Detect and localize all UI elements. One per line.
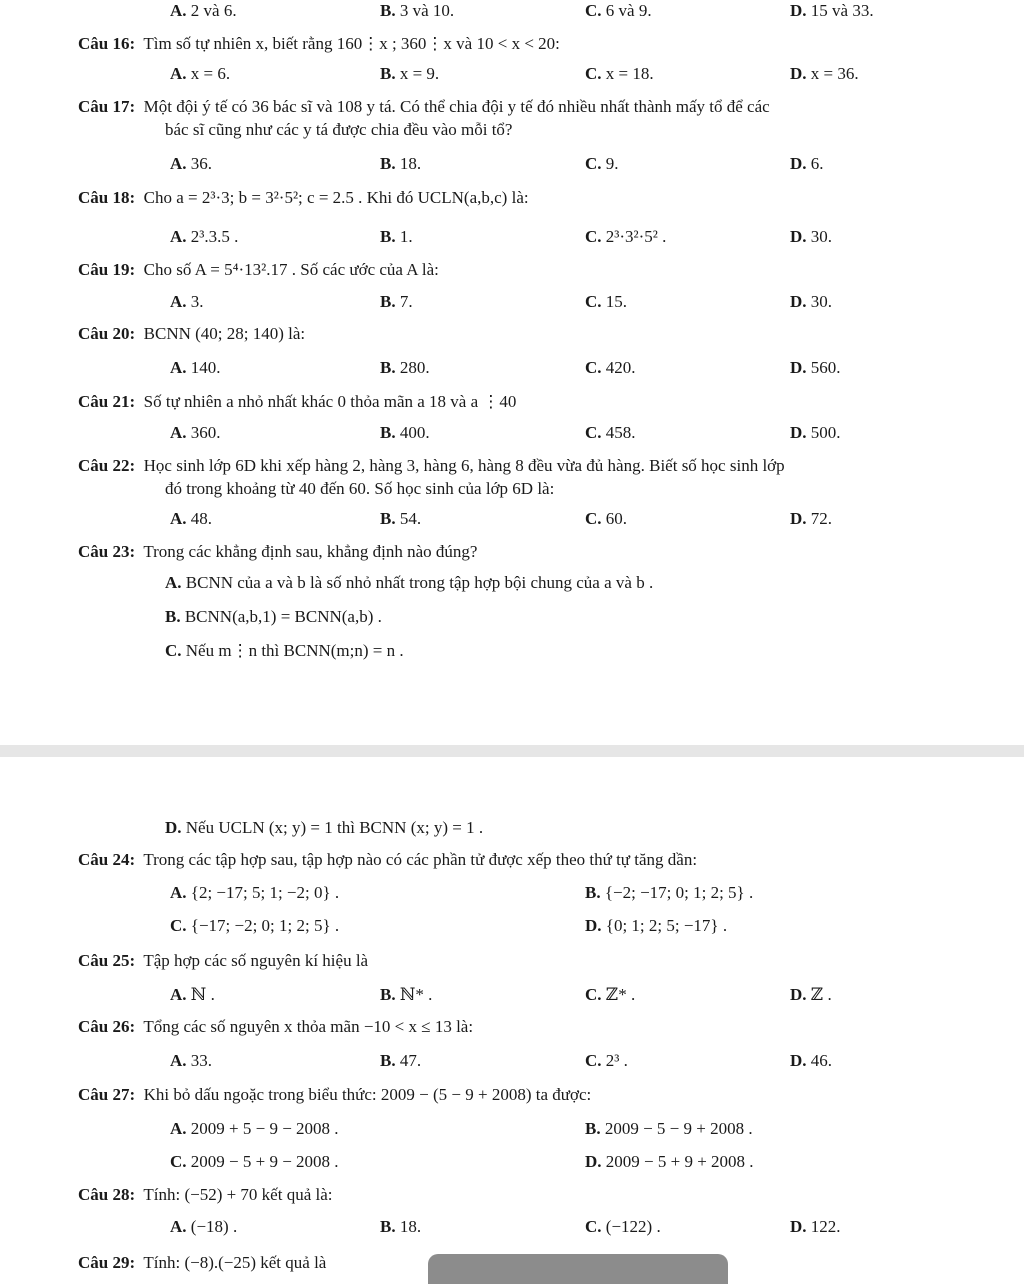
page-separator bbox=[0, 745, 1024, 757]
q16-option-c: C. x = 18. bbox=[585, 64, 654, 83]
q24-option-c: C. {−17; −2; 0; 1; 2; 5} . bbox=[170, 916, 340, 935]
q17-question: Câu 17: Một đội ý tế có 36 bác sĩ và 108 y tá. Có thể chia đội y tế đó nhiều nhất thành mấy tổ để các bbox=[78, 97, 770, 116]
q22-option-a: A. 48. bbox=[170, 509, 213, 528]
q19-question: Câu 19: Cho số A = 5⁴·13².17 . Số các ước của A là: bbox=[78, 260, 439, 279]
q25-option-c: C. ℤ* . bbox=[585, 985, 636, 1004]
q19-option-d: D. 30. bbox=[790, 292, 833, 311]
q25-question: Câu 25: Tập hợp các số nguyên kí hiệu là bbox=[78, 951, 369, 970]
q15-option-b: B. 3 và 10. bbox=[380, 1, 455, 20]
q19-option-c: C. 15. bbox=[585, 292, 628, 311]
q29-question: Câu 29: Tính: (−8).(−25) kết quả là bbox=[78, 1253, 327, 1272]
q26-option-d: D. 46. bbox=[790, 1051, 833, 1070]
page-bottom bbox=[0, 757, 1024, 1280]
q18-option-a: A. 2³.3.5 . bbox=[170, 227, 239, 246]
q16-option-d: D. x = 36. bbox=[790, 64, 859, 83]
q18-option-b: B. 1. bbox=[380, 227, 413, 246]
q21-question: Câu 21: Số tự nhiên a nhỏ nhất khác 0 thỏa mãn a 18 và a ⋮40 bbox=[78, 392, 517, 411]
q17-option-a: A. 36. bbox=[170, 154, 213, 173]
q28-option-a: A. (−18) . bbox=[170, 1217, 238, 1236]
q16-option-b: B. x = 9. bbox=[380, 64, 440, 83]
q19-option-b: B. 7. bbox=[380, 292, 413, 311]
q23-option-b: B. BCNN(a,b,1) = BCNN(a,b) . bbox=[165, 607, 382, 626]
q16-option-a: A. x = 6. bbox=[170, 64, 231, 83]
q25-option-a: A. ℕ . bbox=[170, 985, 215, 1004]
q20-option-a: A. 140. bbox=[170, 358, 221, 377]
q25-option-d: D. ℤ . bbox=[790, 985, 832, 1004]
q18-option-d: D. 30. bbox=[790, 227, 833, 246]
q26-option-b: B. 47. bbox=[380, 1051, 422, 1070]
q24-option-a: A. {2; −17; 5; 1; −2; 0} . bbox=[170, 883, 340, 902]
q19-option-a: A. 3. bbox=[170, 292, 204, 311]
q27-option-a: A. 2009 + 5 − 9 − 2008 . bbox=[170, 1119, 339, 1138]
q17-option-c: C. 9. bbox=[585, 154, 619, 173]
q21-option-c: C. 458. bbox=[585, 423, 636, 442]
q20-question: Câu 20: BCNN (40; 28; 140) là: bbox=[78, 324, 306, 343]
q26-option-c: C. 2³ . bbox=[585, 1051, 628, 1070]
q28-option-c: C. (−122) . bbox=[585, 1217, 661, 1236]
q23-option-c: C. Nếu m⋮n thì BCNN(m;n) = n . bbox=[165, 641, 404, 660]
q28-question: Câu 28: Tính: (−52) + 70 kết quả là: bbox=[78, 1185, 333, 1204]
q27-option-c: C. 2009 − 5 + 9 − 2008 . bbox=[170, 1152, 339, 1171]
q27-option-d: D. 2009 − 5 + 9 + 2008 . bbox=[585, 1152, 754, 1171]
q21-option-b: B. 400. bbox=[380, 423, 430, 442]
q27-option-b: B. 2009 − 5 − 9 + 2008 . bbox=[585, 1119, 753, 1138]
q24-option-d: D. {0; 1; 2; 5; −17} . bbox=[585, 916, 728, 935]
q17-question-cont: bác sĩ cũng như các y tá được chia đều vào mỗi tổ? bbox=[165, 120, 513, 139]
q24-question: Câu 24: Trong các tập hợp sau, tập hợp nào có các phần tử được xếp theo thứ tự tăng dần: bbox=[78, 850, 698, 869]
q15-option-a: A. 2 và 6. bbox=[170, 1, 237, 20]
q22-question: Câu 22: Học sinh lớp 6D khi xếp hàng 2, hàng 3, hàng 6, hàng 8 đều vừa đủ hàng. Biết số học sinh lớp bbox=[78, 456, 785, 475]
q23-question: Câu 23: Trong các khẳng định sau, khẳng định nào đúng? bbox=[78, 542, 478, 561]
q15-option-d: D. 15 và 33. bbox=[790, 1, 874, 20]
q24-option-b: B. {−2; −17; 0; 1; 2; 5} . bbox=[585, 883, 754, 902]
q26-question: Câu 26: Tổng các số nguyên x thỏa mãn −10 < x ≤ 13 là: bbox=[78, 1017, 474, 1036]
q15-option-c: C. 6 và 9. bbox=[585, 1, 652, 20]
q25-option-b: B. ℕ* . bbox=[380, 985, 433, 1004]
q26-option-a: A. 33. bbox=[170, 1051, 213, 1070]
q22-option-d: D. 72. bbox=[790, 509, 833, 528]
q18-option-c: C. 2³·3²·5² . bbox=[585, 227, 667, 246]
q20-option-d: D. 560. bbox=[790, 358, 841, 377]
q21-option-d: D. 500. bbox=[790, 423, 841, 442]
q20-option-b: B. 280. bbox=[380, 358, 430, 377]
q23-option-d: D. Nếu UCLN (x; y) = 1 thì BCNN (x; y) = 1 . bbox=[165, 818, 484, 837]
q28-option-d: D. 122. bbox=[790, 1217, 841, 1236]
q23-option-a: A. BCNN của a và b là số nhỏ nhất trong tập hợp bội chung của a và b . bbox=[165, 573, 654, 592]
q18-question: Câu 18: Cho a = 2³·3; b = 3²·5²; c = 2.5 . Khi đó UCLN(a,b,c) là: bbox=[78, 188, 529, 207]
q22-question-cont: đó trong khoảng từ 40 đến 60. Số học sinh của lớp 6D là: bbox=[165, 479, 555, 498]
q17-option-d: D. 6. bbox=[790, 154, 824, 173]
q22-option-c: C. 60. bbox=[585, 509, 628, 528]
q20-option-c: C. 420. bbox=[585, 358, 636, 377]
q21-option-a: A. 360. bbox=[170, 423, 221, 442]
q17-option-b: B. 18. bbox=[380, 154, 422, 173]
q22-option-b: B. 54. bbox=[380, 509, 422, 528]
q27-question: Câu 27: Khi bỏ dấu ngoặc trong biểu thức: 2009 − (5 − 9 + 2008) ta được: bbox=[78, 1085, 592, 1104]
q28-option-b: B. 18. bbox=[380, 1217, 422, 1236]
q16-question: Câu 16: Tìm số tự nhiên x, biết rằng 160⋮x ; 360⋮x và 10 < x < 20: bbox=[78, 34, 560, 53]
